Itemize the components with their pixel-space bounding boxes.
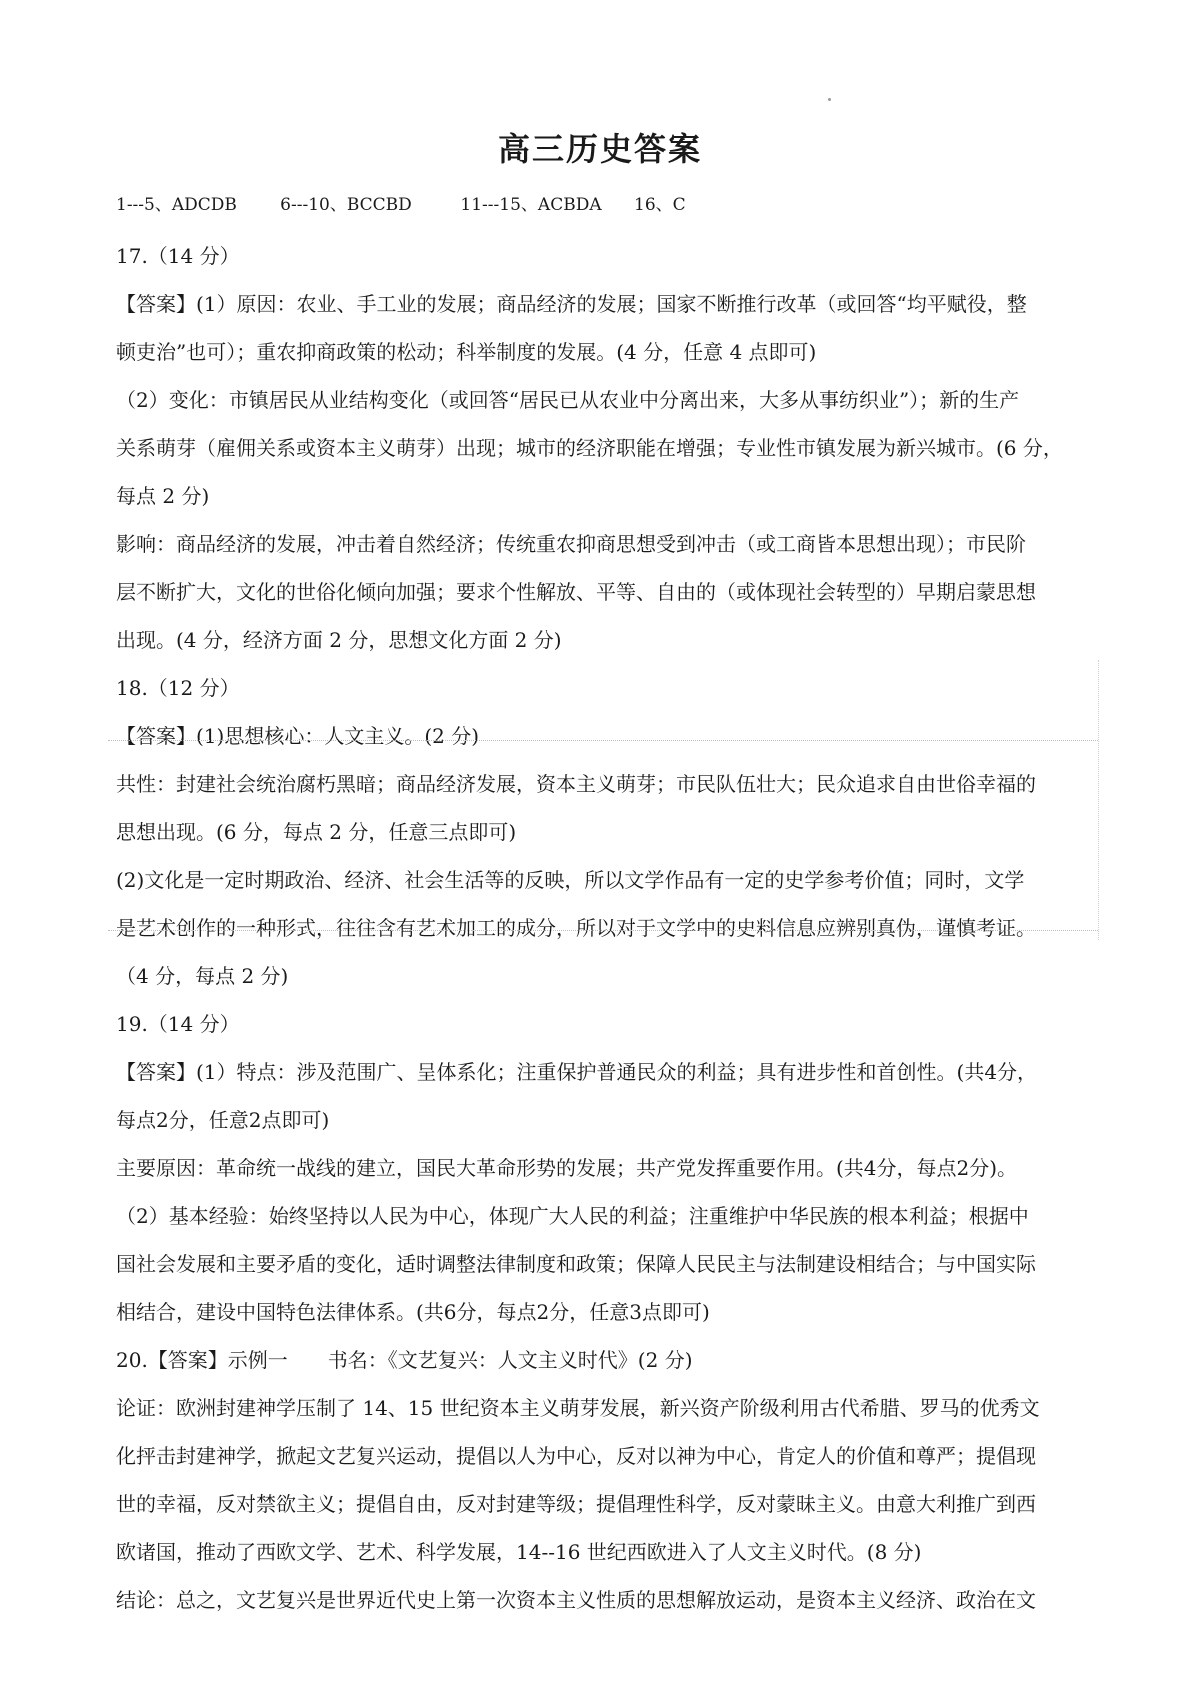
text-line: 层不断扩大，文化的世俗化倾向加强；要求个性解放、平等、自由的（或体现社会转型的）早期启蒙思想 (116, 580, 1036, 604)
text-line: 相结合，建设中国特色法律体系。(共6分，每点2分，任意3点即可) (116, 1300, 710, 1324)
text-line: 影响：商品经济的发展，冲击着自然经济；传统重农抑商思想受到冲击（或工商皆本思想出现）；市民阶 (116, 532, 1026, 556)
text-line: 出现。(4 分，经济方面 2 分，思想文化方面 2 分) (116, 628, 562, 652)
text-line: 思想出现。(6 分，每点 2 分，任意三点即可) (116, 820, 517, 844)
text-line: 每点 2 分) (116, 484, 210, 508)
text-line: 【答案】(1）原因：农业、手工业的发展；商品经济的发展；国家不断推行改革（或回答“均平赋役，整 (116, 292, 1027, 316)
text-line: (2)文化是一定时期政治、经济、社会生活等的反映，所以文学作品有一定的史学参考价值；同时，文学 (116, 868, 1025, 892)
dotted-margin (1098, 660, 1099, 940)
text-line: 【答案】(1)思想核心：人文主义。(2 分) (116, 724, 480, 748)
text-line: 每点2分，任意2点即可) (116, 1108, 330, 1132)
mc-group-1: 1---5、ADCDB (116, 195, 237, 215)
scan-dot (828, 98, 831, 101)
answer-body (116, 232, 1096, 1624)
text-line: 【答案】(1）特点：涉及范围广、呈体系化；注重保护普通民众的利益；具有进步性和首创性。(共4分， (116, 1060, 1038, 1084)
text-line: 关系萌芽（雇佣关系或资本主义萌芽）出现；城市的经济职能在增强；专业性市镇发展为新兴城市。(6 分， (116, 436, 1063, 460)
dotted-divider (108, 930, 1098, 931)
q18-heading: 18.（12 分） (116, 676, 240, 700)
multiple-choice-answers (116, 190, 686, 215)
q20-heading: 20.【答案】示例一 书名：《文艺复兴：人文主义时代》(2 分) (116, 1348, 693, 1372)
text-line: 世的幸福，反对禁欲主义；提倡自由，反对封建等级；提倡理性科学，反对蒙昧主义。由意大利推广到西 (116, 1492, 1036, 1516)
page-title: 高三历史答案 (497, 130, 702, 168)
text-line: 欧诸国，推动了西欧文学、艺术、科学发展，14--16 世纪西欧进入了人文主义时代。(8 分) (116, 1540, 922, 1564)
mc-group-3: 11---15、ACBDA (460, 195, 602, 215)
mc-group-2: 6---10、BCCBD (280, 195, 412, 215)
text-line: 顿吏治”也可）；重农抑商政策的松动；科举制度的发展。(4 分，任意 4 点即可) (116, 340, 817, 364)
text-line: 主要原因：革命统一战线的建立，国民大革命形势的发展；共产党发挥重要作用。(共4分，每点2分)。 (116, 1156, 1018, 1180)
text-line: 共性：封建社会统治腐朽黑暗；商品经济发展，资本主义萌芽；市民队伍壮大；民众追求自由世俗幸福的 (116, 772, 1036, 796)
q19-heading: 19.（14 分） (116, 1012, 240, 1036)
text-line: 国社会发展和主要矛盾的变化，适时调整法律制度和政策；保障人民民主与法制建设相结合；与中国实际 (116, 1252, 1036, 1276)
q17-heading: 17.（14 分） (116, 244, 240, 268)
text-line: 结论：总之，文艺复兴是世界近代史上第一次资本主义性质的思想解放运动，是资本主义经济、政治在文 (116, 1588, 1036, 1612)
mc-group-4: 16、C (634, 195, 686, 215)
text-line: 是艺术创作的一种形式，往往含有艺术加工的成分，所以对于文学中的史料信息应辨别真伪，谨慎考证。 (116, 916, 1036, 940)
text-line: （4 分，每点 2 分) (116, 964, 289, 988)
text-line: 论证：欧洲封建神学压制了 14、15 世纪资本主义萌芽发展，新兴资产阶级利用古代希腊、罗马的优秀文 (116, 1396, 1040, 1420)
text-line: （2）变化：市镇居民从业结构变化（或回答“居民已从农业中分离出来，大多从事纺织业”）；新的生产 (116, 388, 1020, 412)
dotted-divider (108, 740, 1098, 741)
text-line: 化抨击封建神学，掀起文艺复兴运动，提倡以人为中心，反对以神为中心，肯定人的价值和尊严；提倡现 (116, 1444, 1036, 1468)
text-line: （2）基本经验：始终坚持以人民为中心，体现广大人民的利益；注重维护中华民族的根本利益；根据中 (116, 1204, 1029, 1228)
